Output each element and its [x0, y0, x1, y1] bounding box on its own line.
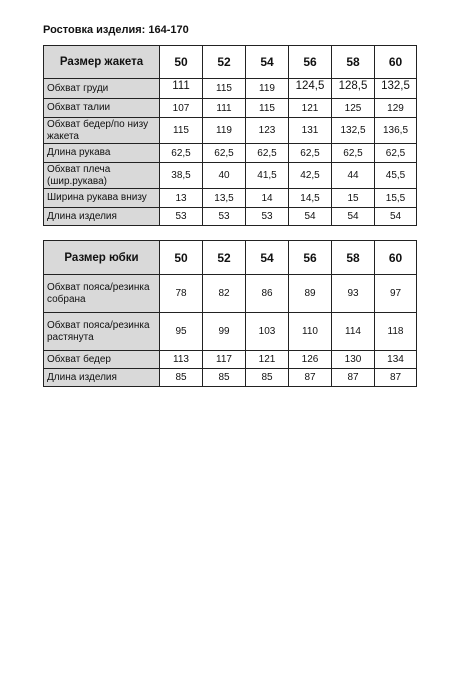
skirt-size-60: 60 [375, 241, 417, 275]
table-cell: 128,5 [332, 79, 375, 99]
table-cell: 15 [332, 189, 375, 208]
table-cell: 54 [332, 208, 375, 226]
table-cell: 114 [332, 313, 375, 351]
table-cell: 62,5 [332, 144, 375, 163]
table-cell: 53 [160, 208, 203, 226]
table-cell: 87 [332, 369, 375, 387]
table-cell: 53 [246, 208, 289, 226]
skirt-size-table [43, 240, 417, 387]
table-cell: 62,5 [246, 144, 289, 163]
table-cell: 62,5 [289, 144, 332, 163]
table-cell: 89 [289, 275, 332, 313]
skirt-size-56: 56 [289, 241, 332, 275]
jacket-size-table [43, 45, 417, 226]
jacket-size-60: 60 [375, 46, 417, 79]
table-cell: 13,5 [203, 189, 246, 208]
row-label: Длина рукава [44, 144, 160, 163]
table-cell: 111 [160, 79, 203, 99]
skirt-size-52: 52 [203, 241, 246, 275]
jacket-header-row [44, 46, 417, 79]
table-row [44, 118, 417, 144]
table-cell: 123 [246, 118, 289, 144]
table-row [44, 208, 417, 226]
table-cell: 87 [289, 369, 332, 387]
row-label: Обхват пояса/резинка собрана [44, 275, 160, 313]
table-row [44, 144, 417, 163]
table-cell: 118 [375, 313, 417, 351]
table-row [44, 189, 417, 208]
table-cell: 115 [203, 79, 246, 99]
row-label: Ширина рукава внизу [44, 189, 160, 208]
table-cell: 62,5 [160, 144, 203, 163]
jacket-size-58: 58 [332, 46, 375, 79]
table-cell: 121 [289, 99, 332, 118]
table-cell: 103 [246, 313, 289, 351]
table-cell: 85 [246, 369, 289, 387]
table-cell: 119 [203, 118, 246, 144]
table-cell: 14,5 [289, 189, 332, 208]
table-cell: 41,5 [246, 163, 289, 189]
table-row [44, 351, 417, 369]
table-cell: 121 [246, 351, 289, 369]
table-cell: 14 [246, 189, 289, 208]
table-cell: 78 [160, 275, 203, 313]
row-label: Обхват талии [44, 99, 160, 118]
table-cell: 38,5 [160, 163, 203, 189]
table-cell: 86 [246, 275, 289, 313]
table-cell: 126 [289, 351, 332, 369]
jacket-size-52: 52 [203, 46, 246, 79]
table-cell: 115 [246, 99, 289, 118]
table-cell: 115 [160, 118, 203, 144]
table-cell: 132,5 [375, 79, 417, 99]
row-label: Обхват бедер [44, 351, 160, 369]
table-cell: 85 [160, 369, 203, 387]
skirt-size-54: 54 [246, 241, 289, 275]
table-cell: 132,5 [332, 118, 375, 144]
table-cell: 131 [289, 118, 332, 144]
table-cell: 113 [160, 351, 203, 369]
table-row [44, 163, 417, 189]
skirt-size-58: 58 [332, 241, 375, 275]
table-row [44, 275, 417, 313]
table-cell: 97 [375, 275, 417, 313]
skirt-header-label: Размер юбки [44, 241, 160, 275]
table-cell: 85 [203, 369, 246, 387]
table-cell: 40 [203, 163, 246, 189]
jacket-size-50: 50 [160, 46, 203, 79]
table-cell: 87 [375, 369, 417, 387]
row-label: Обхват груди [44, 79, 160, 99]
table-cell: 53 [203, 208, 246, 226]
table-cell: 95 [160, 313, 203, 351]
table-cell: 62,5 [203, 144, 246, 163]
table-cell: 124,5 [289, 79, 332, 99]
table-cell: 110 [289, 313, 332, 351]
jacket-size-54: 54 [246, 46, 289, 79]
table-cell: 111 [203, 99, 246, 118]
table-cell: 99 [203, 313, 246, 351]
table-cell: 119 [246, 79, 289, 99]
table-cell: 62,5 [375, 144, 417, 163]
table-cell: 13 [160, 189, 203, 208]
table-cell: 54 [289, 208, 332, 226]
row-label: Обхват плеча (шир.рукава) [44, 163, 160, 189]
table-cell: 107 [160, 99, 203, 118]
table-cell: 117 [203, 351, 246, 369]
skirt-header-row [44, 241, 417, 275]
skirt-size-50: 50 [160, 241, 203, 275]
table-row [44, 369, 417, 387]
table-cell: 136,5 [375, 118, 417, 144]
row-label: Длина изделия [44, 369, 160, 387]
table-row [44, 79, 417, 99]
table-cell: 125 [332, 99, 375, 118]
row-label: Обхват бедер/по низу жакета [44, 118, 160, 144]
table-cell: 44 [332, 163, 375, 189]
table-cell: 45,5 [375, 163, 417, 189]
table-cell: 129 [375, 99, 417, 118]
table-cell: 54 [375, 208, 417, 226]
row-label: Обхват пояса/резинка растянута [44, 313, 160, 351]
table-cell: 130 [332, 351, 375, 369]
jacket-size-56: 56 [289, 46, 332, 79]
table-row [44, 99, 417, 118]
table-cell: 82 [203, 275, 246, 313]
jacket-header-label: Размер жакета [44, 46, 160, 79]
table-cell: 134 [375, 351, 417, 369]
table-row [44, 313, 417, 351]
table-cell: 93 [332, 275, 375, 313]
table-cell: 42,5 [289, 163, 332, 189]
table-cell: 15,5 [375, 189, 417, 208]
row-label: Длина изделия [44, 208, 160, 226]
page-heading: Ростовка изделия: 164-170 [43, 24, 189, 36]
